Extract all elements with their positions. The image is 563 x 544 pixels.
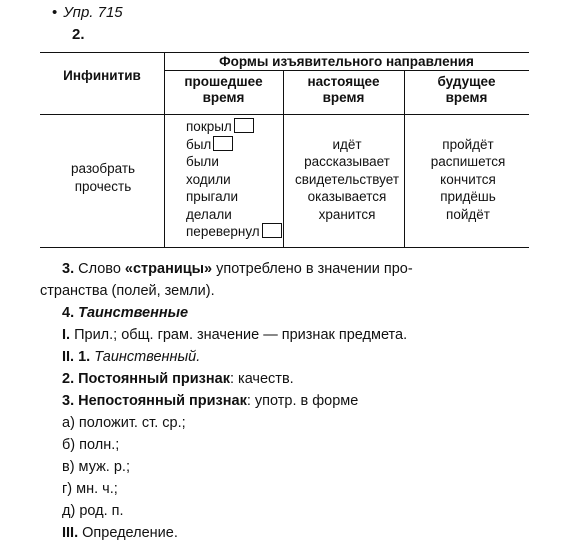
analysis-step-3: 2. Постоянный признак: качеств. xyxy=(62,371,294,387)
table-cell: рассказывает xyxy=(304,154,390,169)
paragraph-3-cont: странства (полей, земли). xyxy=(40,283,215,299)
table-cell: пройдёт xyxy=(442,136,494,152)
past-header: прошедшее время xyxy=(184,74,263,105)
table-cell: хранится xyxy=(318,206,376,222)
future-header: будущее время xyxy=(437,74,496,105)
list-item: д) род. п. xyxy=(62,503,124,519)
empty-ending-box xyxy=(262,223,282,238)
table-rule-bottom xyxy=(40,247,529,248)
section-number: 2. xyxy=(72,26,85,43)
list-item: а) положит. ст. ср.; xyxy=(62,415,186,431)
table-cell: кончится xyxy=(440,171,496,187)
empty-ending-box xyxy=(234,118,254,133)
table-cell: придёшь xyxy=(440,189,496,204)
bullet-icon: • xyxy=(52,4,58,21)
present-header: настоящее время xyxy=(307,74,380,105)
infinitive-header: Инфинитив xyxy=(63,68,141,83)
paragraph-3: 3. Слово «страницы» употреблено в значении про- xyxy=(62,261,413,277)
list-item: в) муж. р.; xyxy=(62,459,130,475)
future-column xyxy=(410,118,526,223)
table-cell: делали xyxy=(186,206,232,222)
analysis-step-4: 3. Непостоянный признак: употр. в форме xyxy=(62,393,359,409)
table-cell: свидетельствует xyxy=(294,171,400,187)
list-item: б) полн.; xyxy=(62,437,120,453)
exercise-label: Упр. 715 xyxy=(63,4,123,21)
infinitive-column xyxy=(44,160,162,195)
mood-header: Формы изъявительного направления xyxy=(219,54,474,69)
table-cell: покрыл xyxy=(186,118,282,136)
empty-ending-box xyxy=(213,136,233,151)
table-cell: распишется xyxy=(430,154,506,169)
past-column xyxy=(186,118,282,241)
paragraph-4: 4. Таинственные xyxy=(62,305,189,321)
present-column xyxy=(289,118,405,223)
table-cell: прыгали xyxy=(186,189,239,204)
table-cell: разобрать xyxy=(70,161,136,176)
analysis-step-1: I. Прил.; общ. грам. значение — признак предмета. xyxy=(62,327,408,343)
analysis-text xyxy=(40,258,535,544)
table-rule-header xyxy=(40,114,529,115)
exercise-header xyxy=(52,4,123,21)
table-cell: идёт xyxy=(332,136,362,152)
table-cell: был xyxy=(186,136,282,154)
analysis-step-2: II. 1. Таинственный. xyxy=(62,349,201,365)
list-item: г) мн. ч.; xyxy=(62,481,118,497)
table-cell: прочесть xyxy=(74,178,132,194)
table-rule-sub xyxy=(164,70,529,71)
conjugation-table xyxy=(40,52,529,248)
table-cell: перевернул xyxy=(186,223,282,241)
table-cell: были xyxy=(186,154,219,169)
table-cell: оказывается xyxy=(307,189,387,204)
analysis-step-5: III. Определение. xyxy=(62,525,178,541)
table-cell: ходили xyxy=(186,171,231,187)
table-cell: пойдёт xyxy=(446,206,490,222)
